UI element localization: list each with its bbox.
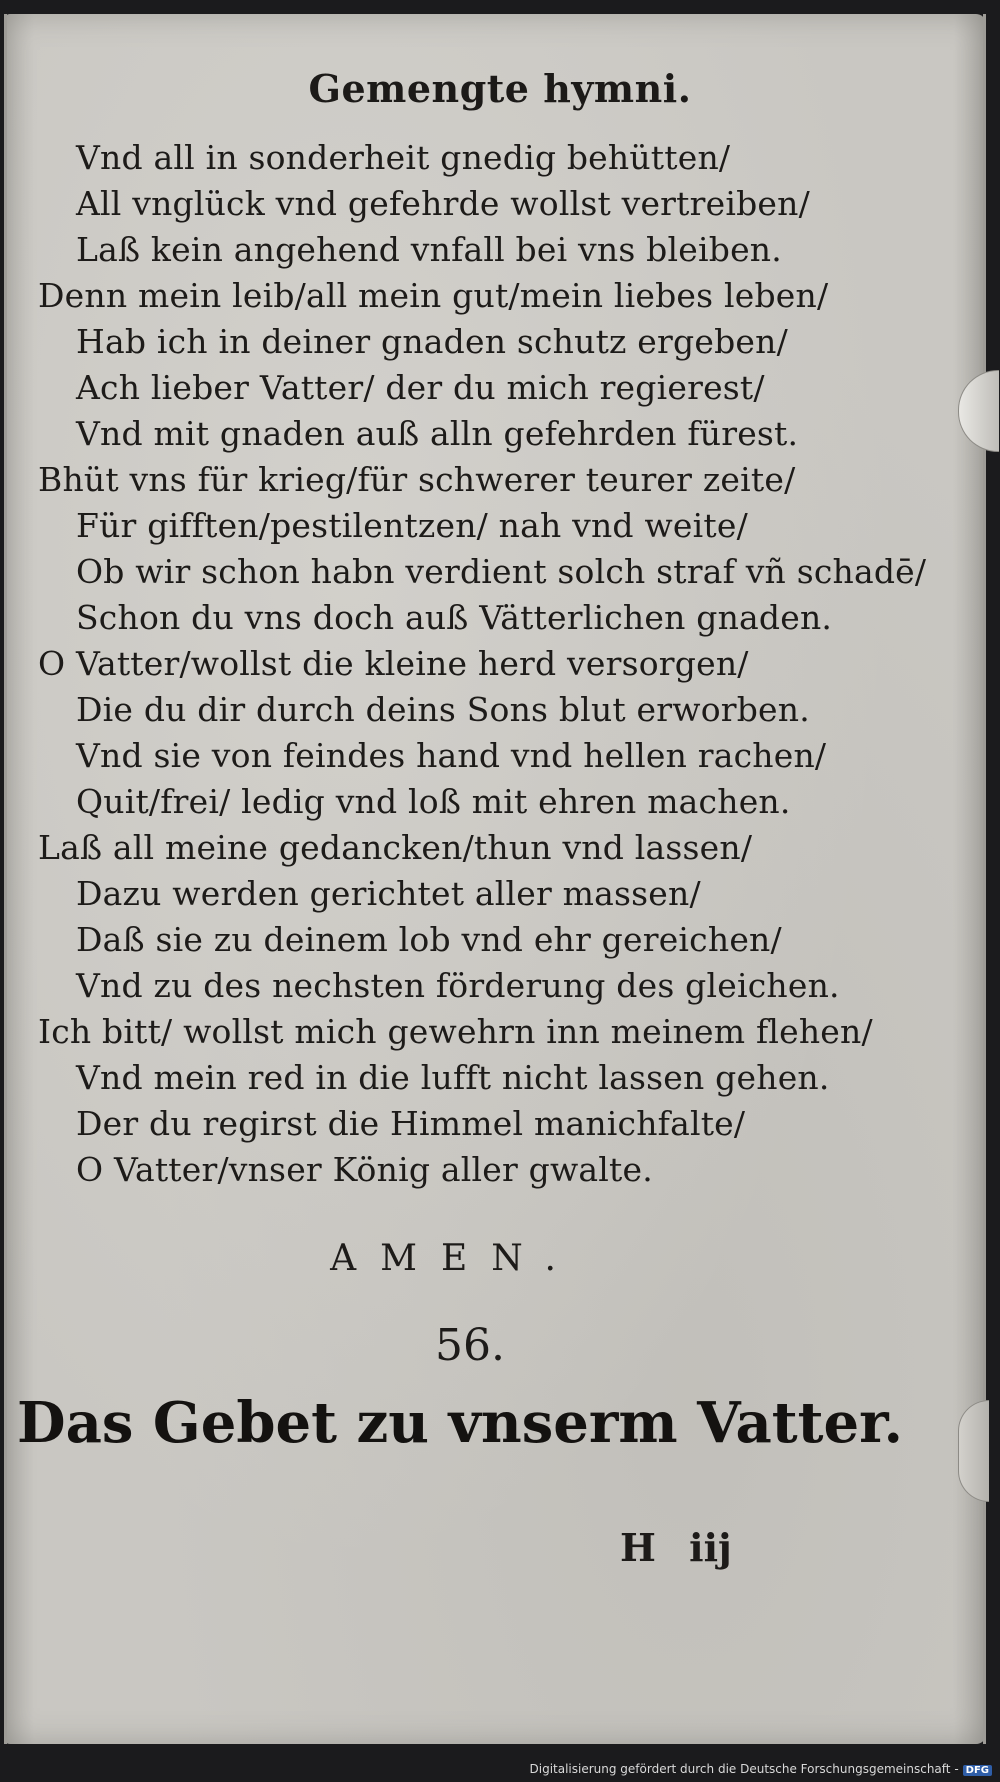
- digitization-credit: [530, 1762, 993, 1776]
- page-tab-marker-lower: [958, 1400, 989, 1502]
- verse-line: Hab ich in deiner gnaden schutz ergeben/: [76, 322, 788, 361]
- verse-line: All vnglück vnd gefehrde wollst vertreiben/: [76, 184, 810, 223]
- credit-text: Digitalisierung gefördert durch die Deutsche Forschungsgemeinschaft -: [529, 1762, 959, 1776]
- verse-line: Ach lieber Vatter/ der du mich regierest/: [76, 368, 765, 407]
- hymn-title: Das Gebet zu vnserm Vatter.: [17, 1390, 903, 1456]
- verse-line: Vnd mit gnaden auß alln gefehrden fürest.: [76, 414, 799, 453]
- verse-line: Für gifften/pestilentzen/ nah vnd weite/: [76, 506, 748, 545]
- verse-line: Vnd sie von feindes hand vnd hellen rachen/: [76, 736, 827, 775]
- verse-line: Vnd all in sonderheit gnedig behütten/: [76, 138, 731, 177]
- verse-line: Dazu werden gerichtet aller massen/: [76, 874, 701, 913]
- verse-line: Schon du vns doch auß Vätterlichen gnaden.: [76, 598, 833, 637]
- amen-line: AMEN.: [330, 1238, 580, 1279]
- verse-line: Quit/frei/ ledig vnd loß mit ehren machen.: [76, 782, 791, 821]
- dfg-logo: DFG: [963, 1765, 992, 1776]
- verse-line: Laß all meine gedancken/thun vnd lassen/: [38, 828, 753, 867]
- verse-line: O Vatter/wollst die kleine herd versorgen/: [38, 644, 749, 683]
- verse-line: Denn mein leib/all mein gut/mein liebes leben/: [38, 276, 829, 315]
- verse-line: Vnd mein red in die lufft nicht lassen gehen.: [76, 1058, 830, 1097]
- page-edge-left: [4, 14, 7, 1744]
- verse-line: Bhüt vns für krieg/für schwerer teurer zeite/: [38, 460, 796, 499]
- verse-line: Ob wir schon habn verdient solch straf vñ schadē/: [76, 552, 927, 591]
- verse-line: O Vatter/vnser König aller gwalte.: [76, 1150, 653, 1189]
- hymn-number: 56.: [435, 1320, 505, 1371]
- verse-line: Die du dir durch deins Sons blut erworben.: [76, 690, 810, 729]
- running-head: Gemengte hymni.: [308, 66, 692, 111]
- verse-line: Daß sie zu deinem lob vnd ehr gereichen/: [76, 920, 782, 959]
- verse-line: Ich bitt/ wollst mich gewehrn inn meinem flehen/: [38, 1012, 873, 1051]
- signature-mark: H iij: [620, 1525, 732, 1570]
- verse-line: Der du regirst die Himmel manichfalte/: [76, 1104, 746, 1143]
- verse-line: Laß kein angehend vnfall bei vns bleiben.: [76, 230, 782, 269]
- verse-line: Vnd zu des nechsten förderung des gleichen.: [76, 966, 840, 1005]
